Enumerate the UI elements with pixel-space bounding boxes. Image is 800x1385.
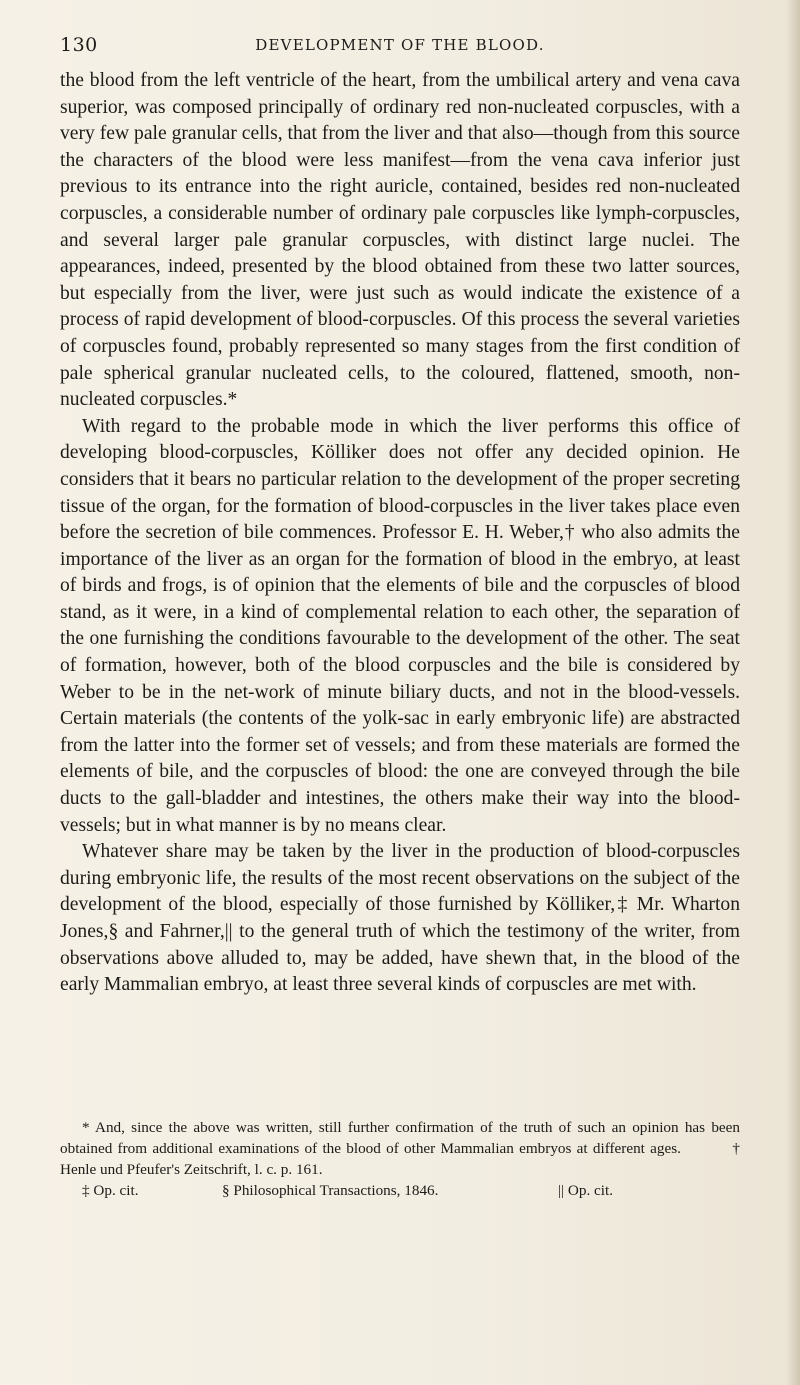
footnote-star-text: * And, since the above was written, still further confirmation of the truth of such an opinion has been obtained from additional examinations of the blood of other Mammalian embryos at different ages. [60,1119,740,1157]
footnotes [60,1117,740,1201]
page-number: 130 [60,34,98,56]
paragraph-1: the blood from the left ventricle of the heart, from the umbilical artery and vena cava superior, was composed principally of ordinary red non-nucleated corpuscles, with a very few pale granular cells, that from the liver and that also—though from this source the characters of the blood were less manifest—from the vena cava inferior just previous to its entrance into the right auricle, contained, besides red non-nucleated corpuscles, a considerable number of ordinary pale corpuscles like lymph-corpuscles, and several larger pale granular corpuscles, with distinct large nuclei. The appearances, indeed, presented by the blood obtained from these two latter sources, but especially from the liver, were just such as would indicate the existence of a process of rapid development of blood-corpuscles. Of this process the several varieties of corpuscles found, probably represented so many stages from the first condition of pale spherical granular nucleated cells, to the coloured, flattened, smooth, non-nucleated corpuscles.* [60,70,740,411]
running-head: DEVELOPMENT OF THE BLOOD. [255,36,545,54]
page-header [60,20,740,60]
body-text [60,68,740,999]
footnote-parallel: || Op. cit. [558,1182,614,1199]
footnote-double-dagger: ‡ Op. cit. [82,1182,139,1199]
paragraph-3: Whatever share may be taken by the liver in the production of blood-corpuscles during embryonic life, the results of the most recent observations on the subject of the development of the blood, especially of those furnished by Kölliker,‡ Mr. Wharton Jones,§ and Fahrner,|| to the general truth of which the testimony of the writer, from observations above alluded to, may be added, have shewn that, in the blood of the early Mammalian embryo, at least three several kinds of corpuscles are met with. [60,841,740,996]
footnote-row [60,1180,740,1201]
footnote-dagger: † Henle und Pfeufer's Zeitschrift, l. c. p. 161. [60,1140,741,1178]
paragraph-2: With regard to the probable mode in which the liver performs this office of developing blood-corpuscles, Kölliker does not offer any decided opinion. He considers that it bears no particular relation to the development of the proper secreting tissue of the organ, for the formation of blood-corpuscles in the liver takes place even before the secretion of bile commences. Professor E. H. Weber,† who also admits the importance of the liver as an organ for the formation of blood in the embryo, at least of birds and frogs, is of opinion that the elements of bile and the corpuscles of blood stand, as it were, in a kind of complemental relation to each other, the separation of the one furnishing the conditions favourable to the development of the other. The seat of formation, however, both of the blood corpuscles and the bile is considered by Weber to be in the net-work of minute biliary ducts, and not in the blood-vessels. Certain materials (the contents of the yolk-sac in early embryonic life) are abstracted from the latter into the former set of vessels; and from these materials are formed the elements of bile, and the corpuscles of blood: the one are conveyed through the bile ducts to the gall-bladder and intestines, the others make their way into the blood-vessels; but in what manner is by no means clear. [60,415,740,836]
footnote-section: § Philosophical Transactions, 1846. [222,1182,439,1199]
page-edge-shadow [786,0,800,1385]
footnote-star [60,1117,740,1180]
